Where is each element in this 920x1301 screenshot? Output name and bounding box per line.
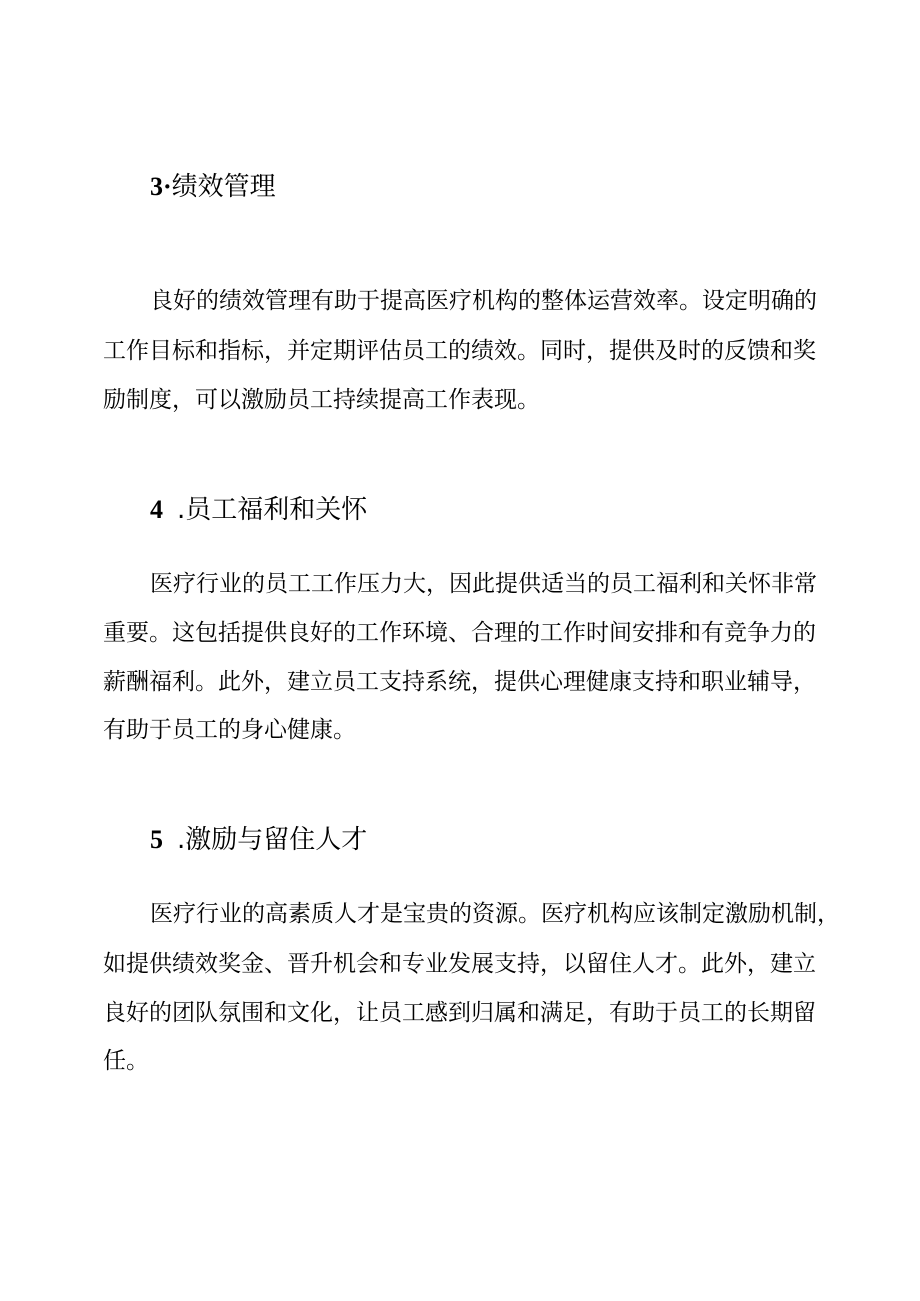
section-5-paragraph-line: 任。 <box>103 1048 149 1074</box>
section-3-number: 3· <box>150 172 172 201</box>
section-3-paragraph-line: 良好的绩效管理有助于提高医疗机构的整体运营效率。设定明确的 <box>150 288 817 314</box>
section-5-paragraph-line: 如提供绩效奖金、晋升机会和专业发展支持，以留住人才。此外，建立 <box>103 951 816 977</box>
section-3-paragraph-line: 工作目标和指标，并定期评估员工的绩效。同时，提供及时的反馈和奖 <box>103 338 816 364</box>
section-4-paragraph-line: 有助于员工的身心健康。 <box>103 717 356 743</box>
section-3-heading <box>150 172 276 202</box>
section-3-title: 绩效管理 <box>171 172 276 202</box>
section-4-paragraph-line: 医疗行业的员工工作压力大，因此提供适当的员工福利和关怀非常 <box>150 571 817 597</box>
section-5-heading <box>150 825 367 855</box>
section-4-title: .员工福利和关怀 <box>177 495 368 525</box>
section-4-heading <box>150 495 367 525</box>
section-5-title: .激励与留住人才 <box>177 825 368 855</box>
section-4-paragraph-line: 重要。这包括提供良好的工作环境、合理的工作时间安排和有竞争力的 <box>103 620 816 646</box>
section-3-paragraph-line: 励制度，可以激励员工持续提高工作表现。 <box>103 387 540 413</box>
section-5-paragraph-line: 医疗行业的高素质人才是宝贵的资源。医疗机构应该制定激励机制， <box>150 901 840 927</box>
section-4-paragraph-line: 薪酬福利。此外，建立员工支持系统，提供心理健康支持和职业辅导， <box>103 669 816 695</box>
section-4-number: 4 <box>150 495 163 524</box>
section-5-number: 5 <box>150 825 163 854</box>
section-5-paragraph-line: 良好的团队氛围和文化，让员工感到归属和满足，有助于员工的长期留 <box>103 1000 816 1026</box>
